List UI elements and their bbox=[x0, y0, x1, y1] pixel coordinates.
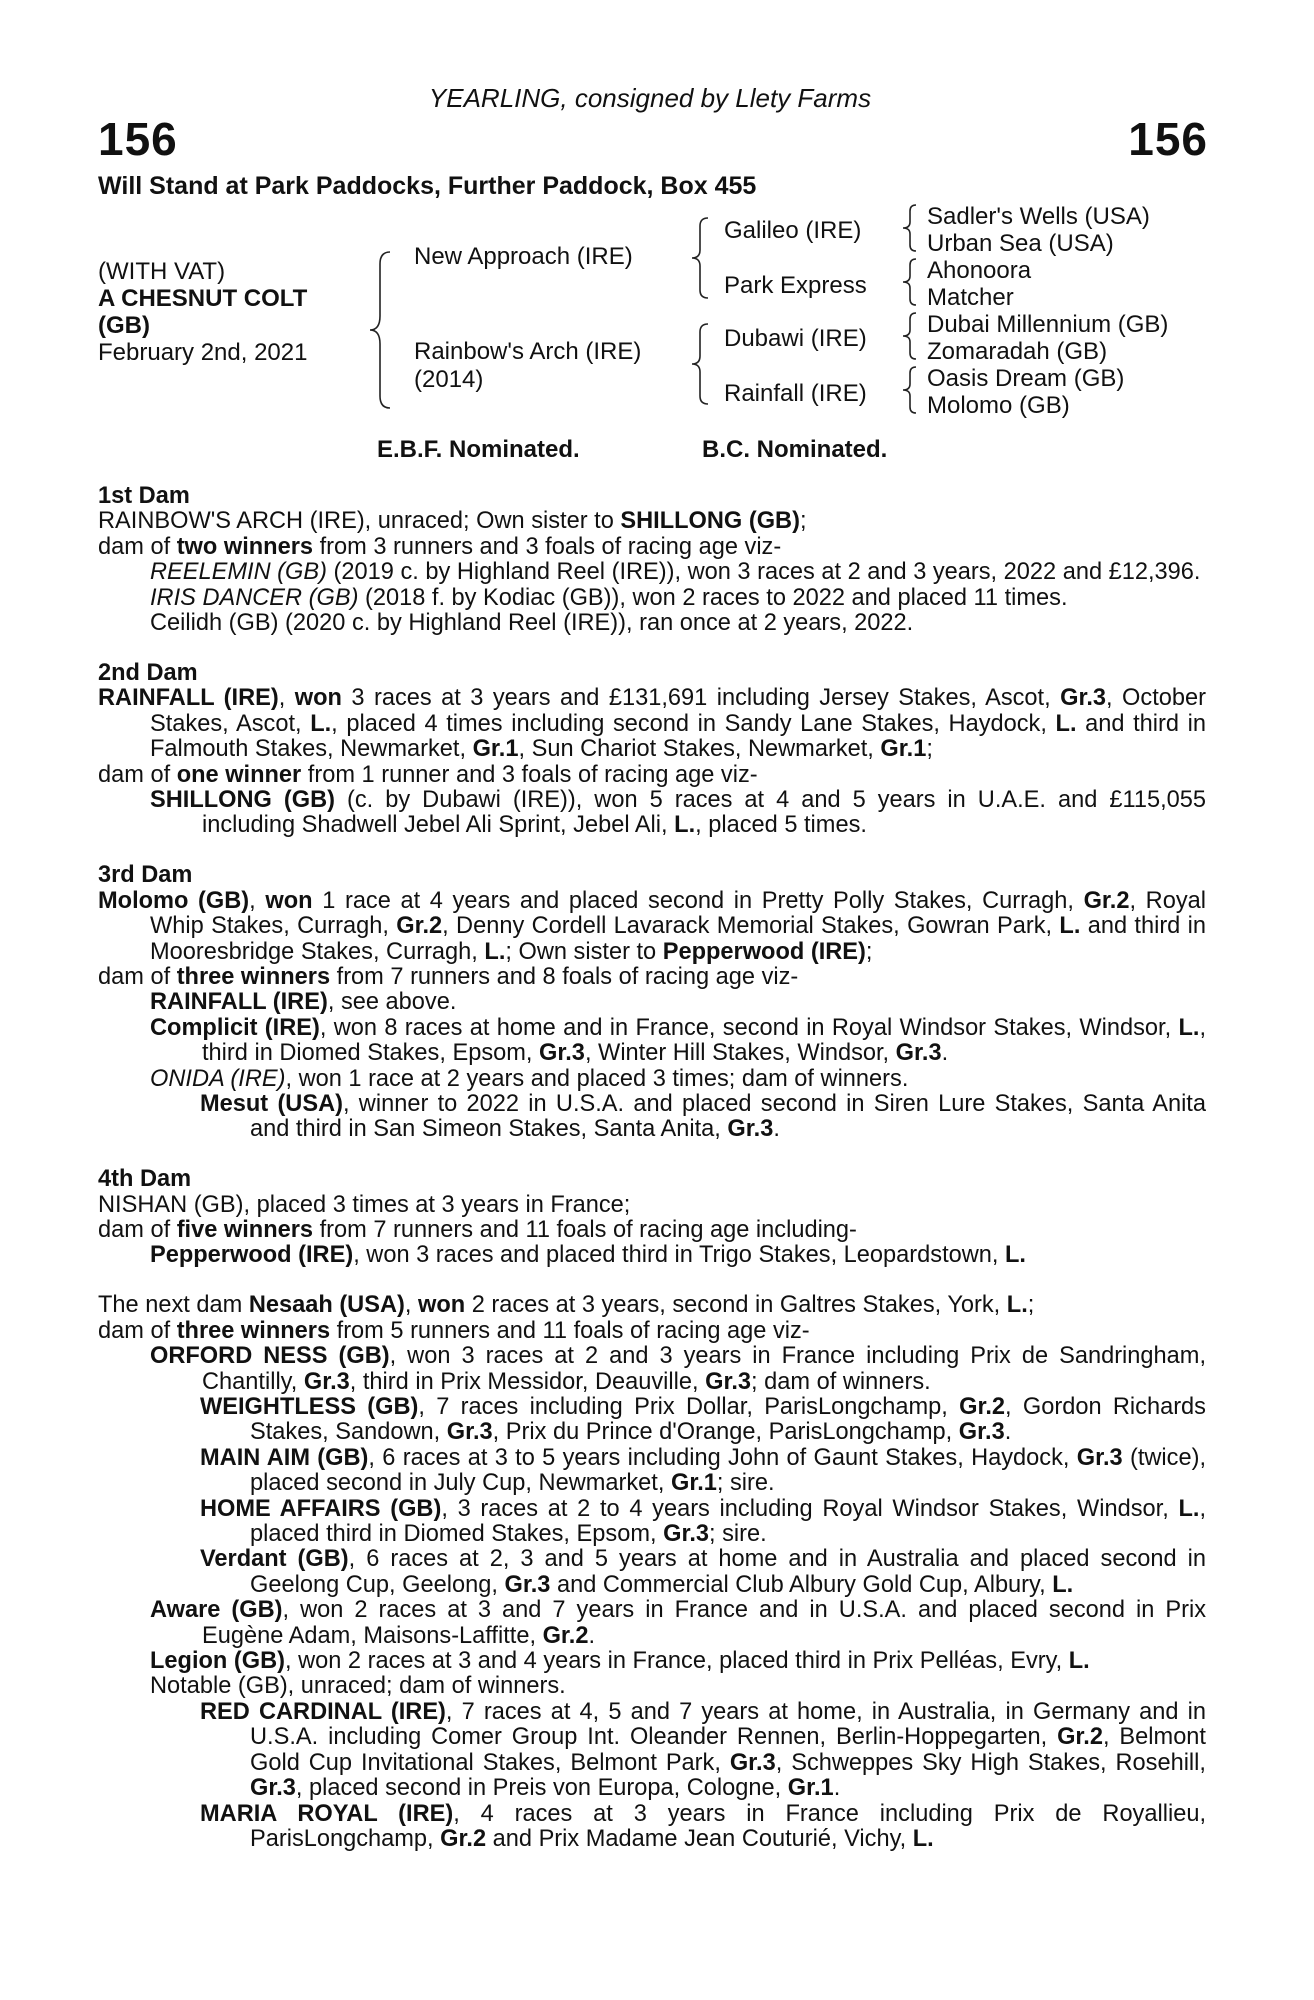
text-run: RAINBOW'S ARCH (IRE), unraced; Own sister to bbox=[98, 508, 621, 535]
bold-text: Gr.3 bbox=[729, 1749, 776, 1776]
text-run: . bbox=[588, 1622, 596, 1649]
text-run: and third in Mooresbridge Stakes, Curragh, bbox=[150, 913, 1206, 965]
bold-text: RAINFALL (IRE) bbox=[150, 989, 328, 1016]
bold-text: Gr.1 bbox=[670, 1470, 717, 1497]
sire-dam: Park Express bbox=[724, 272, 867, 299]
bold-text: Gr.2 bbox=[1057, 1724, 1103, 1751]
bold-text: Gr.3 bbox=[705, 1368, 752, 1395]
section-heading: 4th Dam bbox=[98, 1166, 192, 1193]
italic-text: ONIDA (IRE) bbox=[150, 1065, 286, 1092]
text-run: ; sire. bbox=[716, 1470, 775, 1497]
brace-sire bbox=[690, 216, 712, 300]
produce-entry bbox=[150, 1598, 1206, 1649]
grand-produce-entry bbox=[200, 1497, 1206, 1548]
bold-text: Pepperwood (IRE) bbox=[150, 1242, 354, 1269]
text-run: , placed 4 times including second in Sandy Lane Stakes, Haydock, bbox=[331, 710, 1056, 737]
bold-text: Gr.2 bbox=[396, 913, 443, 940]
fourth-dam-section bbox=[98, 1167, 1206, 1269]
produce-entry bbox=[150, 1649, 1206, 1674]
bold-text: Verdant (GB) bbox=[200, 1546, 349, 1573]
sire: New Approach (IRE) bbox=[414, 243, 633, 270]
text-run: dam of bbox=[98, 1217, 177, 1244]
bold-text: Mesut (USA) bbox=[200, 1090, 343, 1117]
bold-text: L. bbox=[1055, 710, 1077, 737]
bold-text: Legion (GB) bbox=[150, 1648, 285, 1675]
dam-sire: Dubawi (IRE) bbox=[724, 325, 867, 352]
text-run: , October Stakes, Ascot, bbox=[150, 685, 1206, 737]
grand-produce-entry bbox=[200, 1395, 1206, 1446]
text-run: ; bbox=[926, 736, 933, 763]
italic-text: IRIS DANCER (GB) bbox=[150, 584, 359, 611]
text-run: , bbox=[249, 887, 266, 914]
text-run: , Prix du Prince d'Orange, ParisLongchamp, bbox=[492, 1419, 959, 1446]
second-dam-section bbox=[98, 661, 1206, 839]
brace-dd bbox=[900, 365, 922, 415]
produce-entry bbox=[150, 1344, 1206, 1395]
text-run: The next dam bbox=[98, 1292, 249, 1319]
bold-text: two winners bbox=[176, 533, 314, 560]
grand-produce-entry bbox=[200, 1802, 1206, 1853]
bold-text: Gr.3 bbox=[504, 1571, 551, 1598]
gen3-ssd: Urban Sea (USA) bbox=[927, 230, 1114, 257]
text-run: ; Own sister to bbox=[505, 938, 663, 965]
text-run: , winner to 2022 in U.S.A. and placed second in Siren Lure Stakes, Santa Anita and third in San Simeon Stakes, Santa Anita, bbox=[250, 1090, 1206, 1143]
gen3-dsd: Zomaradah (GB) bbox=[927, 338, 1108, 365]
brace-sd bbox=[900, 257, 922, 307]
text-run: from 5 runners and 11 foals of racing age viz- bbox=[330, 1317, 810, 1344]
foaled-date: February 2nd, 2021 bbox=[98, 339, 308, 366]
text-run: dam of bbox=[98, 761, 177, 788]
text-run: 3 races at 3 years and £131,691 including Jersey Stakes, Ascot, bbox=[341, 685, 1061, 712]
bold-text: won bbox=[265, 887, 313, 914]
bold-text: Gr.3 bbox=[663, 1521, 710, 1548]
brace-ds bbox=[900, 311, 922, 361]
dam-dam: Rainfall (IRE) bbox=[724, 380, 867, 407]
text-run: , won 3 races at 2 and 3 years in France including Prix de Sandringham, Chantilly, bbox=[202, 1343, 1206, 1395]
bold-text: Gr.2 bbox=[440, 1825, 487, 1852]
produce-entry bbox=[150, 990, 1206, 1015]
bold-text: L. bbox=[310, 710, 332, 737]
produce-entry bbox=[150, 611, 1206, 636]
gen3-ddd: Molomo (GB) bbox=[927, 392, 1070, 419]
text-run: Ceilidh (GB) (2020 c. by Highland Reel (IRE)), ran once at 2 years, 2022. bbox=[150, 610, 914, 637]
bold-text: L. bbox=[912, 1825, 934, 1852]
bold-text: Nesaah (USA) bbox=[248, 1292, 405, 1319]
bold-text: Gr.3 bbox=[539, 1040, 585, 1067]
bold-text: L. bbox=[1178, 1495, 1200, 1522]
catalogue-body bbox=[98, 484, 1206, 1877]
bold-text: SHILLONG (GB) bbox=[150, 786, 336, 813]
text-run: (2018 f. by Kodiac (GB)), won 2 races to 2022 and placed 11 times. bbox=[358, 584, 1068, 611]
text-run: , 3 races at 2 to 4 years including Royal Windsor Stakes, Windsor, bbox=[441, 1495, 1179, 1522]
dam-year: (2014) bbox=[414, 366, 484, 393]
text-run: , Winter Hill Stakes, Windsor, bbox=[584, 1040, 896, 1067]
bold-text: RED CARDINAL (IRE) bbox=[200, 1698, 446, 1725]
grand-produce-entry bbox=[200, 1092, 1206, 1143]
produce-entry bbox=[150, 1067, 1206, 1092]
bold-text: won bbox=[294, 685, 342, 712]
consignor-line: YEARLING, consigned by Llety Farms bbox=[428, 83, 872, 113]
text-run: (2019 c. by Highland Reel (IRE)), won 3 races at 2 and 3 years, 2022 and £12,396. bbox=[326, 559, 1201, 586]
dam-description bbox=[98, 889, 1206, 965]
bold-text: Aware (GB) bbox=[150, 1597, 283, 1624]
section-heading: 3rd Dam bbox=[98, 862, 193, 889]
bold-text: RAINFALL (IRE) bbox=[98, 685, 279, 712]
bold-text: Gr.1 bbox=[787, 1775, 834, 1802]
text-run: , won 8 races at home and in France, second in Royal Windsor Stakes, Windsor, bbox=[319, 1014, 1179, 1041]
brace-dam bbox=[690, 322, 712, 406]
text-run: ; bbox=[865, 938, 873, 965]
bold-text: three winners bbox=[176, 1317, 331, 1344]
produce-entry bbox=[150, 788, 1206, 839]
text-run: dam of bbox=[98, 963, 177, 990]
text-run: , Schweppes Sky High Stakes, Rosehill, bbox=[775, 1749, 1206, 1776]
bold-text: ORFORD NESS (GB) bbox=[150, 1343, 390, 1370]
text-run: , 6 races at 2, 3 and 5 years at home and in Australia and placed second in Geelong Cup, Geelong, bbox=[250, 1546, 1207, 1598]
text-run: from 3 runners and 3 foals of racing age viz- bbox=[313, 533, 782, 560]
sire-sire: Galileo (IRE) bbox=[724, 217, 862, 244]
brace-ss bbox=[900, 203, 922, 253]
gen3-sdd: Matcher bbox=[927, 284, 1014, 311]
lot-number-right: 156 bbox=[1128, 113, 1208, 165]
bold-text: MAIN AIM (GB) bbox=[200, 1444, 369, 1471]
text-run: . bbox=[941, 1040, 949, 1067]
vat-note: (WITH VAT) bbox=[98, 258, 226, 285]
text-run: , Belmont Gold Cup Invitational Stakes, Belmont Park, bbox=[250, 1724, 1206, 1776]
bold-text: L. bbox=[1006, 1292, 1028, 1319]
text-run: , Sun Chariot Stakes, Newmarket, bbox=[518, 736, 881, 763]
bold-text: one winner bbox=[176, 761, 302, 788]
bold-text: Gr.2 bbox=[1083, 887, 1130, 914]
text-run: , won 1 race at 2 years and placed 3 times; dam of winners. bbox=[285, 1065, 909, 1092]
dam-produce-summary bbox=[98, 535, 1206, 560]
brace-gen1 bbox=[368, 250, 394, 410]
text-run: and Commercial Club Albury Gold Cup, Albury, bbox=[550, 1571, 1053, 1598]
bold-text: L. bbox=[674, 812, 696, 839]
next-dam-section bbox=[98, 1293, 1206, 1852]
dam-description bbox=[98, 509, 1206, 534]
text-run: from 1 runner and 3 foals of racing age viz- bbox=[301, 761, 758, 788]
bold-text: Pepperwood (IRE) bbox=[662, 938, 866, 965]
text-run: , bbox=[404, 1292, 418, 1319]
grand-produce-entry bbox=[200, 1446, 1206, 1497]
text-run: ; bbox=[799, 508, 807, 535]
bold-text: L. bbox=[1059, 913, 1081, 940]
text-run: ; bbox=[1027, 1292, 1035, 1319]
text-run: (c. by Dubawi (IRE)), won 5 races at 4 and 5 years in U.A.E. and £115,055 including Shadwell Jebel Ali Sprint, Jebel Ali, bbox=[202, 786, 1206, 839]
text-run: , 6 races at 3 to 5 years including John of Gaunt Stakes, Haydock, bbox=[368, 1444, 1077, 1471]
text-run: , placed 5 times. bbox=[695, 812, 867, 839]
bold-text: Molomo (GB) bbox=[98, 887, 250, 914]
text-run: . bbox=[1004, 1419, 1012, 1446]
bold-text: L. bbox=[1005, 1242, 1026, 1269]
bold-text: SHILLONG (GB) bbox=[620, 508, 800, 535]
produce-entry bbox=[150, 560, 1206, 585]
dam-description: NISHAN (GB), placed 3 times at 3 years in France; bbox=[98, 1191, 631, 1218]
grand-produce-entry bbox=[200, 1700, 1206, 1802]
text-run: from 7 runners and 11 foals of racing age including- bbox=[313, 1217, 857, 1244]
bold-text: MARIA ROYAL (IRE) bbox=[200, 1800, 454, 1827]
produce-entry bbox=[150, 586, 1206, 611]
bold-text: L. bbox=[1052, 1571, 1074, 1598]
bold-text: three winners bbox=[176, 963, 331, 990]
bold-text: Gr.3 bbox=[250, 1775, 296, 1802]
text-run: from 7 runners and 8 foals of racing age viz- bbox=[330, 963, 799, 990]
gen3-dss: Dubai Millennium (GB) bbox=[927, 311, 1169, 338]
text-run: ; sire. bbox=[709, 1521, 767, 1548]
produce-entry bbox=[150, 1243, 1206, 1268]
text-run: , third in Prix Messidor, Deauville, bbox=[349, 1368, 706, 1395]
text-run: . bbox=[833, 1775, 841, 1802]
stand-location: Will Stand at Park Paddocks, Further Paddock, Box 455 bbox=[98, 172, 757, 200]
gen3-dds: Oasis Dream (GB) bbox=[927, 365, 1125, 392]
bold-text: Gr.1 bbox=[880, 736, 927, 763]
bold-text: L. bbox=[484, 938, 506, 965]
bold-text: Gr.3 bbox=[1060, 685, 1107, 712]
text-run: , Denny Cordell Lavarack Memorial Stakes, Gowran Park, bbox=[442, 913, 1060, 940]
bold-text: Gr.3 bbox=[895, 1040, 942, 1067]
lot-number-left: 156 bbox=[98, 113, 178, 165]
italic-text: REELEMIN (GB) bbox=[150, 559, 327, 586]
bold-text: HOME AFFAIRS (GB) bbox=[200, 1495, 442, 1522]
text-run: , placed second in Preis von Europa, Cologne, bbox=[295, 1775, 788, 1802]
text-run: 2 races at 3 years, second in Galtres Stakes, York, bbox=[465, 1292, 1007, 1319]
bold-text: Gr.3 bbox=[1076, 1444, 1123, 1471]
dam-description bbox=[98, 1293, 1206, 1318]
bold-text: L. bbox=[1178, 1014, 1200, 1041]
text-run: , won 3 races and placed third in Trigo Stakes, Leopardstown, bbox=[353, 1242, 1006, 1269]
bold-text: Gr.2 bbox=[959, 1394, 1006, 1420]
text-run: , won 2 races at 3 and 7 years in France and in U.S.A. and placed second in Prix Eugène Adam, Maisons-Laffitte, bbox=[202, 1597, 1206, 1649]
text-run: and Prix Madame Jean Couturié, Vichy, bbox=[486, 1825, 913, 1852]
third-dam-section bbox=[98, 863, 1206, 1142]
bold-text: Gr.3 bbox=[958, 1419, 1005, 1446]
dam-description bbox=[98, 686, 1206, 762]
bold-text: five winners bbox=[176, 1217, 314, 1244]
horse-country: (GB) bbox=[98, 312, 150, 339]
text-run: , 7 races including Prix Dollar, ParisLongchamp, bbox=[418, 1394, 960, 1420]
section-heading: 1st Dam bbox=[98, 483, 190, 509]
ebf-nominated: E.B.F. Nominated. bbox=[377, 436, 580, 463]
bold-text: Complicit (IRE) bbox=[150, 1014, 320, 1041]
text-run: , 7 races at 4, 5 and 7 years at home, in Australia, in Germany and in U.S.A. including Comer Group Int. Oleander Rennen, Berlin-Hoppegarten, bbox=[250, 1698, 1206, 1751]
bold-text: Gr.2 bbox=[542, 1622, 589, 1649]
bold-text: Gr.3 bbox=[446, 1419, 493, 1446]
bc-nominated: B.C. Nominated. bbox=[702, 436, 888, 463]
text-run: , third in Diomed Stakes, Epsom, bbox=[202, 1014, 1206, 1067]
text-run: , won 2 races at 3 and 4 years in France, placed third in Prix Pelléas, Evry, bbox=[284, 1648, 1069, 1675]
section-heading: 2nd Dam bbox=[98, 659, 198, 686]
dam-produce-summary bbox=[98, 1319, 1206, 1344]
horse-name: A CHESNUT COLT bbox=[98, 285, 308, 312]
text-run: , Royal Whip Stakes, Curragh, bbox=[150, 887, 1206, 940]
text-run: , Gordon Richards Stakes, Sandown, bbox=[250, 1394, 1206, 1446]
bold-text: Gr.3 bbox=[727, 1116, 774, 1143]
text-run: , placed third in Diomed Stakes, Epsom, bbox=[250, 1495, 1206, 1548]
produce-entry bbox=[150, 1016, 1206, 1067]
text-run: . bbox=[773, 1116, 780, 1143]
produce-entry bbox=[150, 1674, 1206, 1699]
bold-text: Gr.3 bbox=[303, 1368, 350, 1395]
bold-text: won bbox=[417, 1292, 466, 1319]
bold-text: Gr.1 bbox=[472, 736, 519, 763]
grand-produce-entry bbox=[200, 1547, 1206, 1598]
dam-produce-summary bbox=[98, 965, 1206, 990]
first-dam-section bbox=[98, 484, 1206, 636]
text-run: , see above. bbox=[327, 989, 457, 1016]
text-run: dam of bbox=[98, 533, 177, 560]
text-run: and third in Falmouth Stakes, Newmarket, bbox=[150, 710, 1206, 763]
text-run: Notable (GB), unraced; dam of winners. bbox=[150, 1673, 566, 1700]
dam: Rainbow's Arch (IRE) bbox=[414, 338, 642, 365]
dam-produce-summary bbox=[98, 763, 1206, 788]
text-run: , 4 races at 3 years in France including Prix de Royallieu, ParisLongchamp, bbox=[250, 1800, 1207, 1852]
gen3-sss: Sadler's Wells (USA) bbox=[927, 203, 1150, 230]
text-run: , bbox=[278, 685, 295, 712]
bold-text: WEIGHTLESS (GB) bbox=[200, 1394, 419, 1420]
gen3-sds: Ahonoora bbox=[927, 257, 1032, 284]
text-run: ; dam of winners. bbox=[751, 1368, 931, 1395]
text-run: dam of bbox=[98, 1317, 177, 1344]
bold-text: L. bbox=[1068, 1648, 1090, 1675]
text-run: (twice), placed second in July Cup, Newmarket, bbox=[250, 1444, 1207, 1497]
text-run: 1 race at 4 years and placed second in Pretty Polly Stakes, Curragh, bbox=[312, 887, 1084, 914]
dam-produce-summary bbox=[98, 1218, 1206, 1243]
